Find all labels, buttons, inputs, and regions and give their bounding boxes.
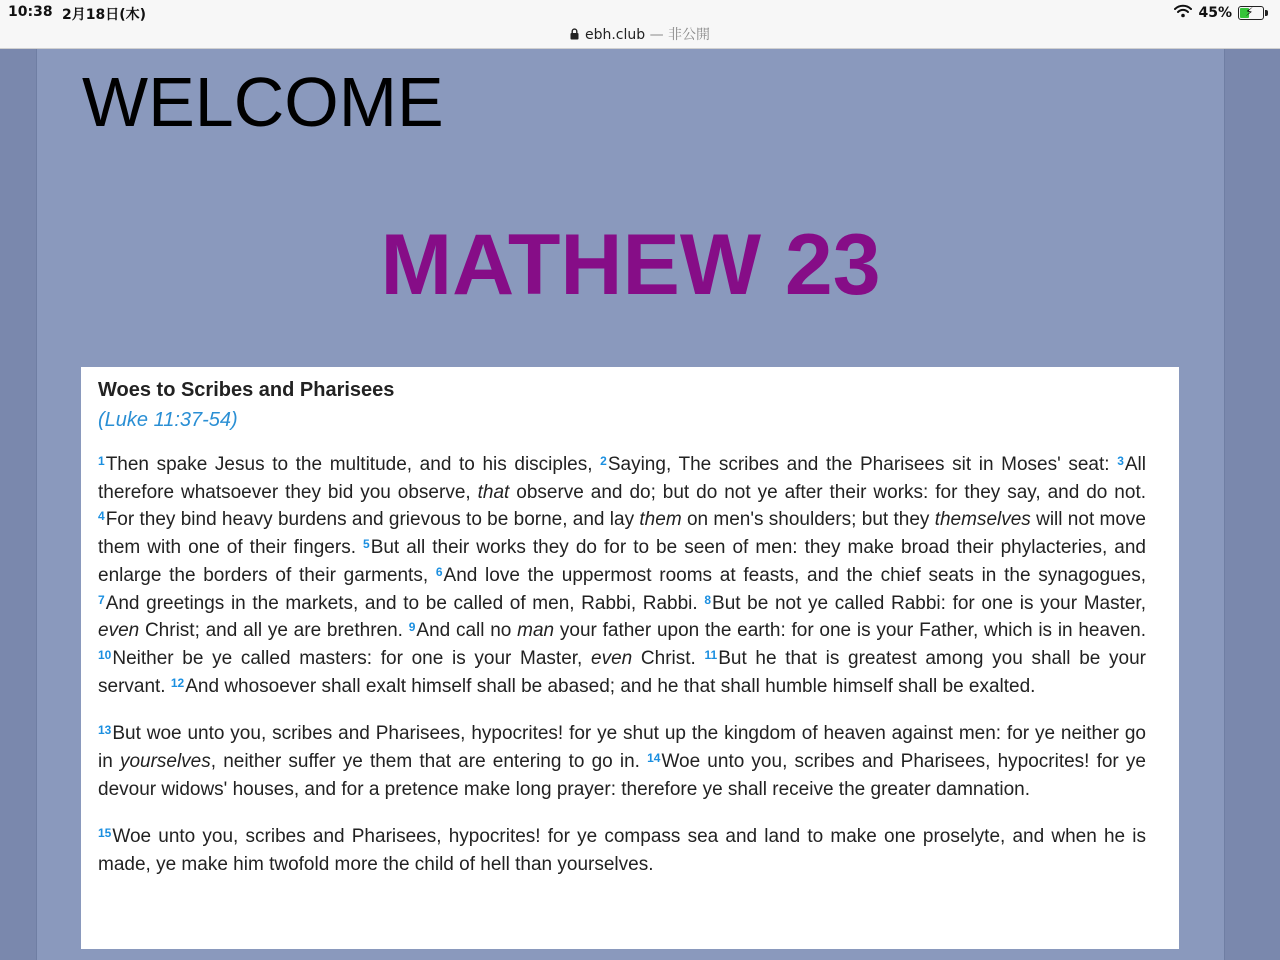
page-content xyxy=(37,49,1224,960)
battery-icon xyxy=(1238,6,1264,20)
verse-text: Christ; and all ye are brethren. xyxy=(139,620,409,642)
verse-text: that xyxy=(477,481,510,503)
verse-text: yourselves xyxy=(119,751,211,773)
verse-text: your father upon the earth: for one is your Father, which is in heaven. xyxy=(554,620,1146,642)
verse-number: 10 xyxy=(98,647,112,662)
battery-percent: 45% xyxy=(1198,5,1232,21)
verse-text: even xyxy=(98,620,140,642)
verse-number: 6 xyxy=(435,564,443,579)
status-time: 10:38 xyxy=(8,4,53,20)
verse-text: But he that is greatest among you shall be your servant. xyxy=(98,647,1146,697)
welcome-heading: WELCOME xyxy=(82,63,444,141)
verse-text: All therefore whatsoever they bid you observe, xyxy=(98,454,1146,503)
chapter-title: MATHEW 23 xyxy=(380,217,881,313)
verse-number: 5 xyxy=(363,537,370,552)
passage-paragraph xyxy=(98,451,1146,700)
verse-text: themselves xyxy=(934,509,1031,531)
verse-number: 11 xyxy=(704,647,718,662)
scripture-image xyxy=(81,367,1179,949)
status-bar xyxy=(0,0,1280,49)
verse-text: man xyxy=(517,620,555,642)
verse-text: Then spake Jesus to the multitude, and to his disciples, xyxy=(105,454,601,475)
wifi-icon xyxy=(1174,4,1192,22)
verse-number: 2 xyxy=(600,454,607,468)
verse-text: on men's shoulders; but they xyxy=(681,509,935,531)
cross-reference-link[interactable]: (Luke 11:37-54) xyxy=(98,409,238,431)
charging-icon: ⚡ xyxy=(1245,5,1254,19)
passage-paragraph xyxy=(98,823,1146,878)
verse-text: , neither suffer ye them that are entering to go in. xyxy=(210,751,648,773)
verse-number: 14 xyxy=(647,751,661,766)
verse-text: But woe unto you, scribes and Pharisees, hypocrites! for ye shut up the kingdom of heaven against men: for ye neither go in xyxy=(98,723,1146,773)
passage-heading: Woes to Scribes and Pharisees xyxy=(98,379,395,401)
verse-text: But all their works they do for to be seen of men: they make broad their phylacteries, and enlarge the borders of their garments, xyxy=(98,537,1146,586)
verse-text: will not move them with one of their fingers. xyxy=(98,509,1146,559)
verse-number: 1 xyxy=(98,454,105,468)
verse-text: them xyxy=(639,509,682,531)
verse-number: 8 xyxy=(704,592,712,607)
verse-number: 3 xyxy=(1117,454,1124,468)
url-security-label: 非公開 xyxy=(668,27,711,43)
verse-text: And call no xyxy=(416,620,518,642)
verse-number: 7 xyxy=(98,592,105,607)
passage-body xyxy=(98,451,1146,879)
verse-text: And love the uppermost rooms at feasts, and the chief seats in the synagogues, xyxy=(443,564,1146,586)
passage-paragraph xyxy=(98,720,1146,803)
url-domain: ebh.club xyxy=(584,27,646,43)
verse-text: But be not ye called Rabbi: for one is your Master, xyxy=(712,592,1146,614)
verse-number: 13 xyxy=(98,723,112,738)
verse-text: Woe unto you, scribes and Pharisees, hypocrites! for ye compass sea and land to make one proselyte, and when he is made, ye make him twofold more the child of hell than yourselves. xyxy=(98,826,1146,876)
verse-number: 15 xyxy=(98,826,112,841)
verse-text: And whosoever shall exalt himself shall be abased; and he that shall humble himself shall be exalted. xyxy=(185,675,1036,697)
verse-text: Saying, The scribes and the Pharisees sit in Moses' seat: xyxy=(607,454,1118,475)
battery-cap xyxy=(1265,10,1268,16)
status-date: 2月18日(木) xyxy=(62,7,147,23)
verse-text: Neither be ye called masters: for one is your Master, xyxy=(112,647,592,669)
address-bar[interactable] xyxy=(0,24,1280,44)
verse-text: Woe unto you, scribes and Pharisees, hypocrites! for ye devour widows' houses, and for a pretence make long prayer: therefore ye shall receive the greater damnation. xyxy=(98,751,1146,800)
verse-text: even xyxy=(591,647,633,669)
verse-text: And greetings in the markets, and to be called of men, Rabbi, Rabbi. xyxy=(105,592,705,614)
verse-number: 4 xyxy=(98,509,105,524)
verse-number: 9 xyxy=(408,620,416,635)
verse-text: observe and do; but do not ye after their works: for they say, and do not. xyxy=(509,481,1147,503)
lock-icon xyxy=(570,28,579,44)
url-separator: — xyxy=(649,27,664,43)
status-right xyxy=(1174,4,1268,22)
verse-text: For they bind heavy burdens and grievous to be borne, and lay xyxy=(105,509,640,531)
verse-number: 12 xyxy=(170,675,185,690)
verse-text: Christ. xyxy=(632,647,705,669)
